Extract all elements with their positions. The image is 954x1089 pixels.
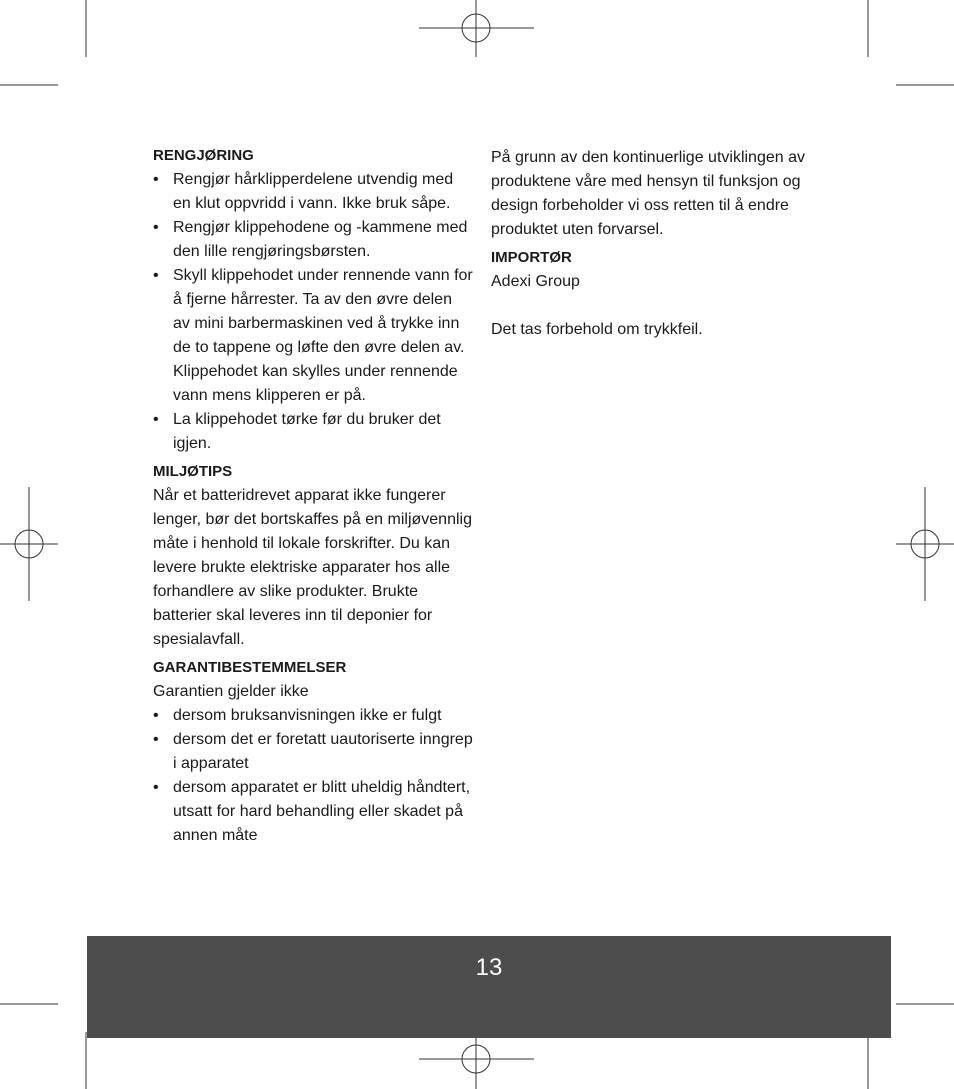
environment-section [153,462,473,652]
environment-heading: MILJØTIPS [153,463,233,480]
importer-heading: IMPORTØR [491,249,572,266]
cleaning-section [153,146,473,456]
left-column [153,146,473,852]
importer-name: Adexi Group [491,273,580,290]
registration-mark-bottom [419,1030,534,1089]
environment-text: Når et batteridrevet apparat ikke fungerer lenger, bør det bortskaffes på en miljøvennlig måte i henhold til lokale forskrifter. Du kan levere brukte elektriske apparater hos alle forhandlere av slike produkter. Brukte batterier skal leveres inn til deponier for spesialavfall. [153,487,472,648]
warranty-list [153,704,473,848]
list-item: • Rengjør hårklipperdelene utvendig med en klut oppvridd i vann. Ikke bruk såpe. [153,168,473,216]
list-item: • Skyll klippehodet under rennende vann for å fjerne hårrester. Ta av den øvre delen av mini barbermaskinen ved å trykke inn de to tappene og løfte den øvre delen av. Klippehodet kan skylles under rennende vann mens klipperen er på. [153,264,473,408]
page-number: 13 [475,954,503,981]
registration-mark-left [0,487,58,601]
cleaning-heading: RENGJØRING [153,147,254,164]
list-item: • La klippehodet tørke før du bruker det igjen. [153,408,473,456]
cleaning-list [153,168,473,456]
warranty-heading: GARANTIBESTEMMELSER [153,659,347,676]
list-item: • Rengjør klippehodene og -kammene med den lille rengjøringsbørsten. [153,216,473,264]
registration-mark-top [419,0,534,57]
warranty-intro: Garantien gjelder ikke [153,683,309,700]
warranty-section [153,658,473,848]
product-notice: På grunn av den kontinuerlige utviklingen av produktene våre med hensyn til funksjon og design forbeholder vi oss retten til å endre produktet uten forvarsel. [491,149,805,238]
list-item: • dersom bruksanvisningen ikke er fulgt [153,704,473,728]
right-column [491,146,811,342]
registration-mark-right [896,487,954,601]
list-item: • dersom apparatet er blitt uheldig håndtert, utsatt for hard behandling eller skadet på annen måte [153,776,473,848]
print-disclaimer: Det tas forbehold om trykkfeil. [491,321,703,338]
list-item: • dersom det er foretatt uautoriserte inngrep i apparatet [153,728,473,776]
footer-band [87,936,891,1038]
